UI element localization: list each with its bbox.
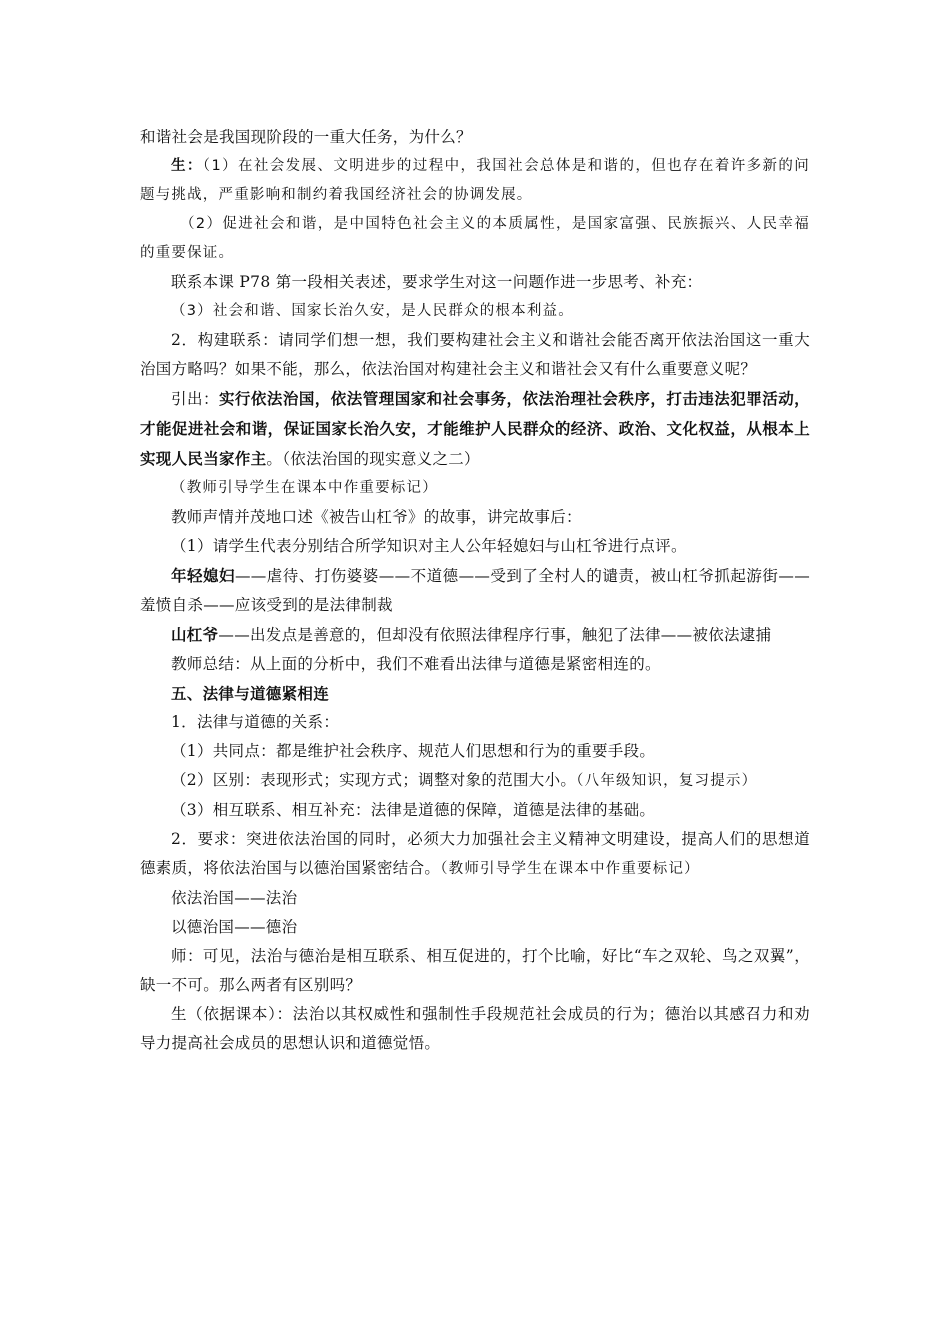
paragraph-requirement	[140, 825, 810, 884]
paragraph-student-answer-1	[140, 152, 810, 210]
paragraph-textbook-reference: 联系本课 P78 第一段相关表述，要求学生对这一问题作进一步思考、补充：	[171, 273, 703, 291]
paragraph-rule-of-virtue: 以德治国——德治	[171, 918, 298, 936]
paragraph-young-wife	[140, 561, 810, 620]
answer-text: （1）在社会发展、文明进步的过程中，我国社会总体是和谐的，但也存在着许多新的问题与挑战，严重影响和制约着我国经济社会的协调发展。	[140, 158, 810, 203]
paragraph-student-answer-2: （2）促进社会和谐，是中国特色社会主义的本质属性，是国家富强、民族振兴、人民幸福的重要保证。	[140, 216, 810, 261]
paragraph-student-response: 生（依据课本）：法治以其权威性和强制性手段规范社会成员的行为；德治以其感召力和劝导力提高社会成员的思想认识和道德觉悟。	[140, 1005, 810, 1052]
speaker-label: 生：	[171, 158, 203, 174]
difference-text: （2）区别：表现形式；实现方式；调整对象的范围大小。	[171, 771, 577, 789]
character-name: 山杠爷	[171, 625, 219, 644]
paragraph-build-connection: 2．构建联系：请同学们想一想，我们要构建社会主义和谐社会能否离开依法治国这一重大治国方略吗？如果不能，那么，依法治国对构建社会主义和谐社会又有什么重要意义呢？	[140, 331, 810, 378]
paragraph-difference	[140, 766, 810, 796]
requirement-text: 2．要求：突进依法治国的同时，必须大力加强社会主义精神文明建设，提高人们的思想道德素质，将依法治国与以德治国紧密结合。	[140, 830, 810, 877]
section-heading: 五、法律与道德紧相连	[171, 684, 330, 703]
paragraph-shangang	[140, 620, 810, 650]
teacher-note-1: （教师引导学生在课本中作重要标记）	[171, 480, 438, 496]
review-note: （八年级知识，复习提示）	[576, 773, 758, 789]
character-name: 年轻媳妇	[171, 566, 235, 585]
character-analysis: ——出发点是善意的，但却没有依照法律程序行事，触犯了法律——被依法逮捕	[218, 626, 772, 644]
document-body	[140, 123, 810, 1058]
paragraph-comment-task: （1）请学生代表分别结合所学知识对主人公年轻媳妇与山杠爷进行点评。	[171, 537, 687, 555]
lead-text: 引出：	[171, 390, 219, 408]
paragraph-similarity: （1）共同点：都是维护社会秩序、规范人们思想和行为的重要手段。	[171, 742, 656, 760]
paragraph-teacher-question: 师：可见，法治与德治是相互联系、相互促进的，打个比喻，好比“车之双轮、鸟之双翼”，缺一不可。那么两者有区别吗？	[140, 947, 810, 994]
paragraph-conclusion	[140, 384, 810, 474]
paragraph-relation-title: 1．法律与道德的关系：	[171, 713, 340, 731]
paragraph-teacher-summary: 教师总结：从上面的分析中，我们不难看出法律与道德是紧密相连的。	[171, 655, 661, 673]
paragraph-answer-3: （3）社会和谐、国家长治久安，是人民群众的根本利益。	[171, 303, 574, 319]
paragraph-rule-of-law: 依法治国——法治	[171, 889, 298, 907]
teacher-note-2: （教师引导学生在课本中作重要标记）	[440, 861, 700, 877]
paragraph-story: 教师声情并茂地口述《被告山杠爷》的故事，讲完故事后：	[171, 508, 582, 526]
paragraph-question: 和谐社会是我国现阶段的一重大任务，为什么？	[140, 128, 472, 146]
bold-conclusion: 实行依法治国，依法管理国家和社会事务，依法治理社会秩序，打击违法犯罪活动，才能促进社会和谐，保证国家长治久安，才能维护人民群众的经济、政治、文化权益，从根本上实现人民当家作主	[140, 389, 810, 468]
conclusion-note: 。（依法治国的现实意义之二）	[266, 450, 480, 468]
paragraph-connection: （3）相互联系、相互补充：法律是道德的保障，道德是法律的基础。	[171, 801, 656, 819]
character-analysis: ——虐待、打伤婆婆——不道德——受到了全村人的谴责，被山杠爷抓起游街——羞愤自杀——应该受到的是法律制裁	[140, 567, 810, 614]
